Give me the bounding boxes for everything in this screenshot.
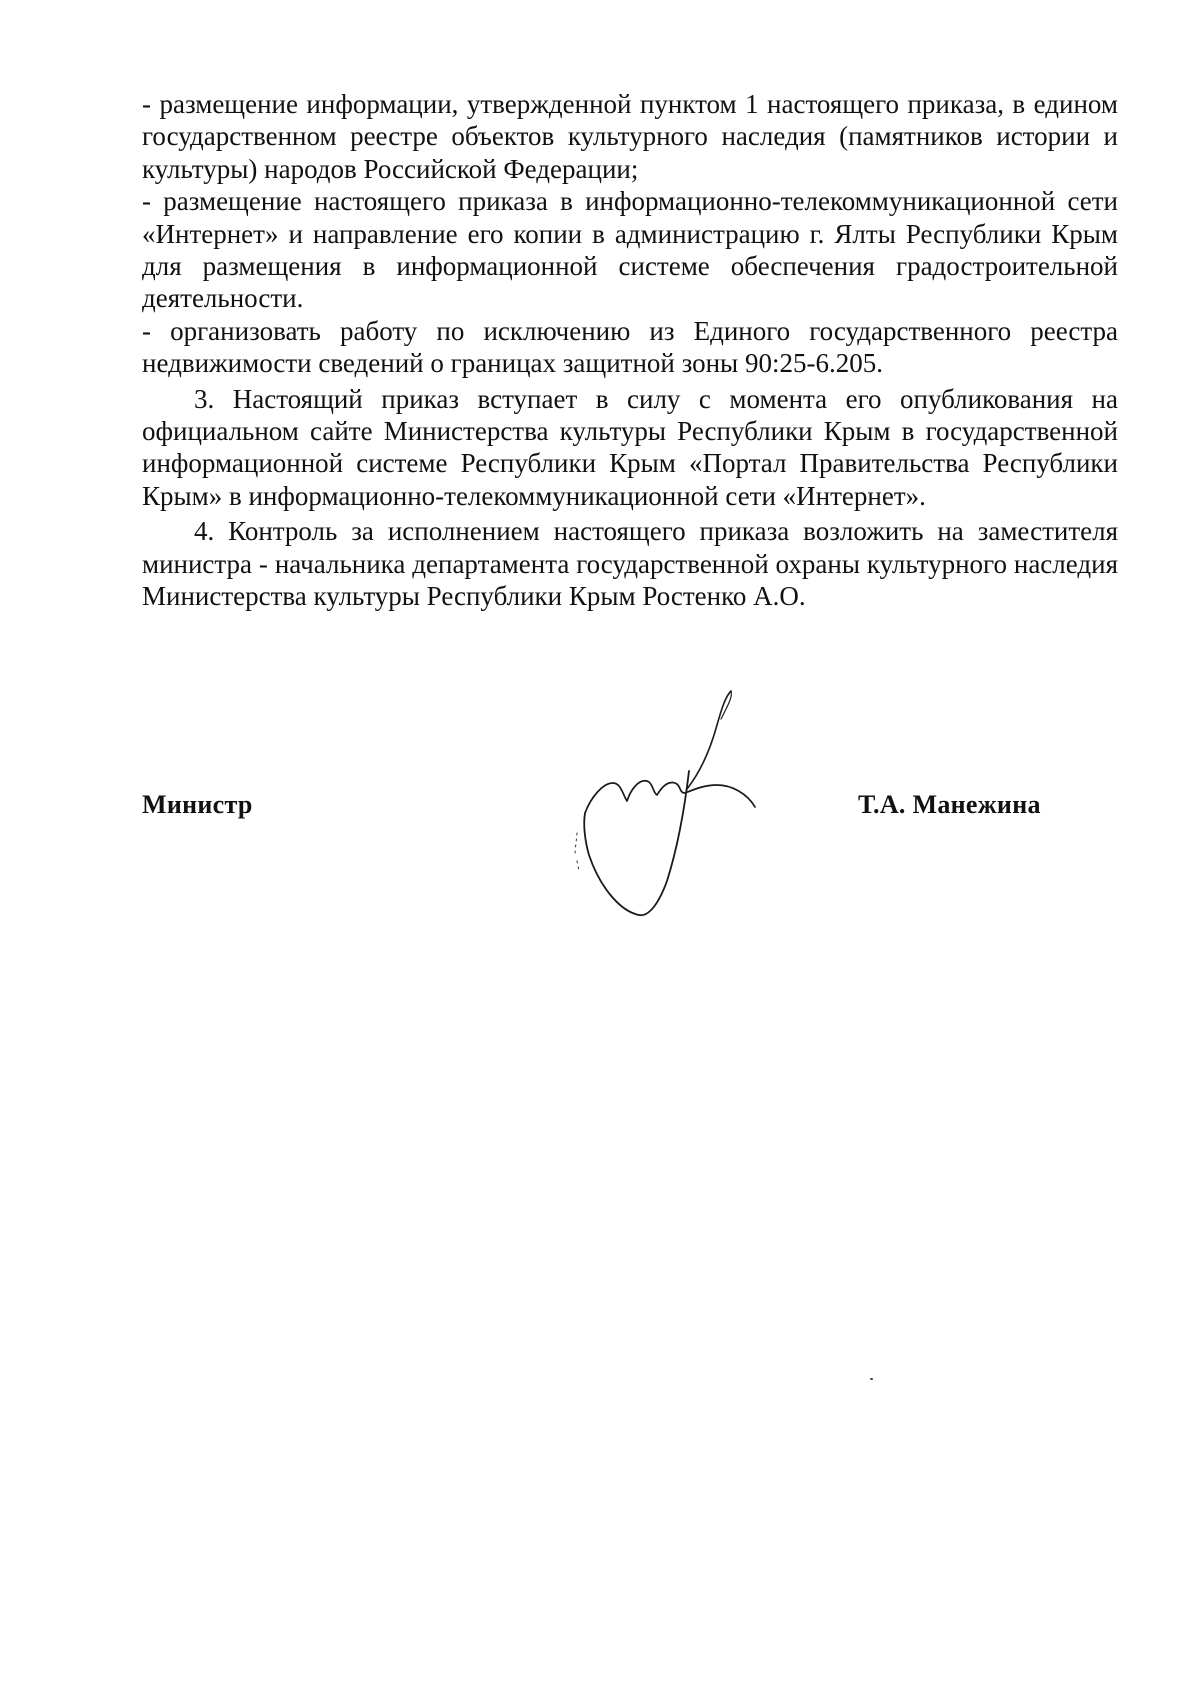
signatory-title: Министр <box>142 790 253 819</box>
paragraph-control: 4. Контроль за исполнением настоящего приказа возложить на заместителя министра - начальника департамента государственной охраны культурного наследия Министерства культуры Республики Крым Ростенко А.О. <box>142 516 1118 612</box>
signatory-name: Т.А. Манежина <box>858 790 1041 819</box>
list-item-exclude-registry: - организовать работу по исключению из Единого государственного реестра недвижимости сведений о границах защитной зоны 90:25-6.205. <box>142 315 1118 379</box>
handwritten-signature <box>555 685 775 925</box>
document-body <box>142 88 1118 613</box>
scan-speck <box>870 1378 873 1380</box>
paragraph-effective-date: 3. Настоящий приказ вступает в силу с момента его опубликования на официальном сайте Министерства культуры Республики Крым в государственной информационной системе Республики Крым «Портал Правительства Республики Крым» в информационно-телекоммуникационной сети «Интернет». <box>142 383 1118 511</box>
list-item-publish-internet: - размещение настоящего приказа в информационно-телекоммуникационной сети «Интернет» и направление его копии в администрацию г. Ялты Республики Крым для размещения в информационной системе обеспечения градостроительной деятельности. <box>142 186 1118 314</box>
list-item-publish-registry: - размещение информации, утвержденной пунктом 1 настоящего приказа, в едином государственном реестре объектов культурного наследия (памятников истории и культуры) народов Российской Федерации; <box>142 89 1118 184</box>
